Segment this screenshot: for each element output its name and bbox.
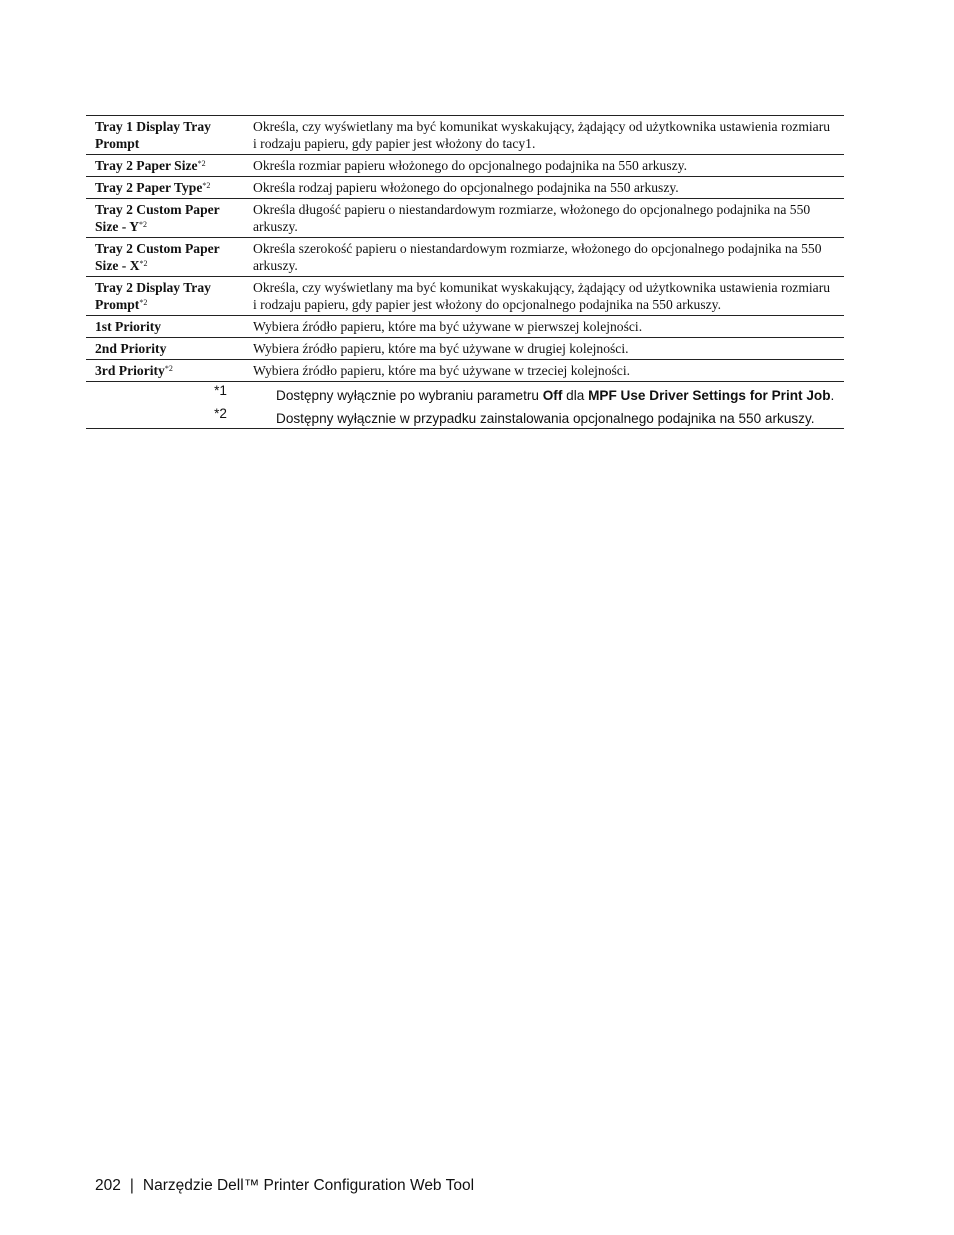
setting-name: 1st Priority [86,316,245,338]
setting-name: Tray 2 Display Tray Prompt$^{*2}$ [86,277,245,316]
setting-description: Określa szerokość papieru o niestandardowym rozmiarze, włożonego do opcjonalnego podajnika na 550 arkuszy. [245,238,844,277]
settings-table [86,115,844,429]
footer-title: Narzędzie Dell™ Printer Configuration Web Tool [142,1177,475,1194]
table-row [86,277,844,316]
footnote-marker: *2 [86,405,245,429]
table-row [86,338,844,360]
setting-description: Wybiera źródło papieru, które ma być używane w drugiej kolejności. [245,338,844,360]
footnote-marker: *1 [214,383,227,398]
setting-description: Określa, czy wyświetlany ma być komunikat wyskakujący, żądający od użytkownika ustawienia rozmiaru i rodzaju papieru, gdy papier jest włożony do tacy1. [245,116,844,155]
page-footer [95,1177,474,1195]
setting-description: Określa rozmiar papieru włożonego do opcjonalnego podajnika na 550 arkuszy. [245,155,844,177]
setting-description: Wybiera źródło papieru, które ma być używane w trzeciej kolejności. [245,360,844,382]
setting-description: Określa długość papieru o niestandardowym rozmiarze, włożonego do opcjonalnego podajnika na 550 arkuszy. [245,199,844,238]
table-row [86,116,844,155]
table-row [86,199,844,238]
setting-name: Tray 1 Display Tray Prompt [86,116,245,155]
table-row [86,177,844,199]
setting-name: Tray 2 Paper Size$^{*2}$ [86,155,245,177]
footnote-text: Dostępny wyłącznie po wybraniu parametru Off dla MPF Use Driver Settings for Print Job. [276,388,835,403]
setting-description: Określa, czy wyświetlany ma być komunikat wyskakujący, żądający od użytkownika ustawienia rozmiaru i rodzaju papieru, gdy papier jest włożony do opcjonalnego podajnika na 550 arkuszy. [245,277,844,316]
footnote-row [86,382,844,406]
setting-description: Wybiera źródło papieru, które ma być używane w pierwszej kolejności. [245,316,844,338]
table-row [86,360,844,382]
setting-name: 2nd Priority [86,338,245,360]
setting-name: 3rd Priority$^{*2}$ [86,360,245,382]
setting-description: Określa rodzaj papieru włożonego do opcjonalnego podajnika na 550 arkuszy. [245,177,844,199]
table-row [86,155,844,177]
footnote-text: Dostępny wyłącznie w przypadku zainstalowania opcjonalnego podajnika na 550 arkuszy. [245,405,844,429]
setting-name: Tray 2 Custom Paper Size - $Y^{*2}$ [86,199,245,238]
table-row [86,316,844,338]
page-number: 202 [95,1177,121,1194]
setting-name: Tray 2 Custom Paper Size - $X^{*2}$ [86,238,245,277]
footer-separator: | [129,1177,134,1194]
table-row [86,238,844,277]
setting-name: Tray 2 Paper Type$^{*2}$ [86,177,245,199]
footnote-row [86,405,844,429]
